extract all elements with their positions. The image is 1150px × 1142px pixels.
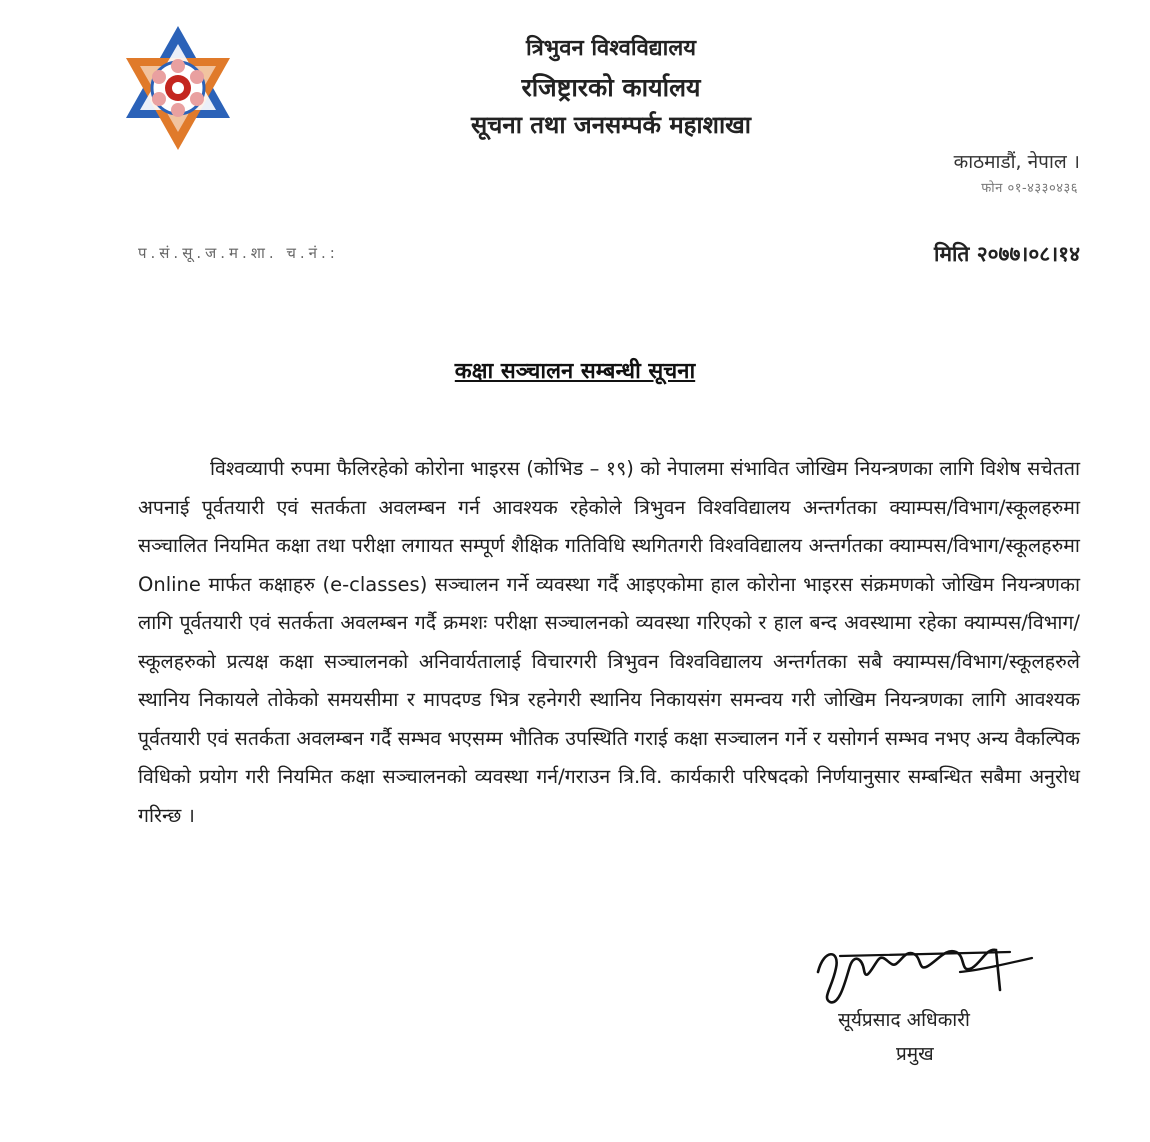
handwritten-signature-icon <box>810 928 1040 1008</box>
reference-number: प.सं.सू.ज.म.शा. च.नं.: <box>138 244 339 262</box>
signatory-title: प्रमुख <box>896 1043 934 1065</box>
signatory-name: सूर्यप्रसाद अधिकारी <box>838 1009 970 1031</box>
division-name: सूचना तथा जनसम्पर्क महाशाखा <box>470 111 752 139</box>
notice-subject: कक्षा सञ्चालन सम्बन्धी सूचना <box>454 359 696 384</box>
office-name: रजिष्ट्रारको कार्यालय <box>521 73 701 102</box>
notice-body: विश्वव्यापी रुपमा फैलिरहेको कोरोना भाइरस (कोभिड – १९) को नेपालमा संभावित जोखिम नियन्त्रणका लागि विशेष सचेतता अपनाई पूर्वतयारी एवं सतर्कता अवलम्बन गर्न आवश्यक रहेकोले त्रिभुवन विश्वविद्यालय अन्तर्गतका क्याम्पस/विभाग/स्कूलहरुमा सञ्चालित नियमित कक्षा तथा परीक्षा लगायत सम्पूर्ण शैक्षिक गतिविधि स्थगितगरी विश्वविद्यालय अन्तर्गतका क्याम्पस/विभाग/स्कूलहरुमा Online मार्फत कक्षाहरु (e-classes) सञ्चालन गर्ने व्यवस्था गर्दै आइएकोमा हाल कोरोना भाइरस संक्रमणको जोखिम नियन्त्रणका लागि पूर्वतयारी एवं सतर्कता अवलम्बन गर्दै क्रमशः परीक्षा सञ्चालनको व्यवस्था गरिएको र हाल बन्द अवस्थामा रहेका क्याम्पस/विभाग/स्कूलहरुको प्रत्यक्ष कक्षा सञ्चालनको अनिवार्यतालाई विचारगरी त्रिभुवन विश्वविद्यालय अन्तर्गतका सबै क्याम्पस/विभाग/स्कूलहरुले स्थानिय निकायले तोकेको समयसीमा र मापदण्ड भित्र रहनेगरी स्थानिय निकायसंग समन्वय गरी जोखिम नियन्त्रणका लागि आवश्यक पूर्वतयारी एवं सतर्कता अवलम्बन गर्दै सम्भव भएसम्म भौतिक उपस्थिति गराई कक्षा सञ्चालन गर्ने र यसोगर्न सम्भव नभए अन्य वैकल्पिक विधिको प्रयोग गरी नियमित कक्षा सञ्चालनको व्यवस्था गर्न/गराउन त्रि.वि. कार्यकारी परिषदको निर्णयानुसार सम्बन्धित सबैमा अनुरोध गरिन्छ । <box>138 457 1080 827</box>
office-phone: फोन ०१-४३३०४३६ <box>981 181 1078 196</box>
notice-date: मिति २०७७।०८।१४ <box>934 242 1080 266</box>
university-name: त्रिभुवन विश्वविद्यालय <box>525 36 697 61</box>
office-location: काठमाडौं, नेपाल । <box>953 151 1080 173</box>
